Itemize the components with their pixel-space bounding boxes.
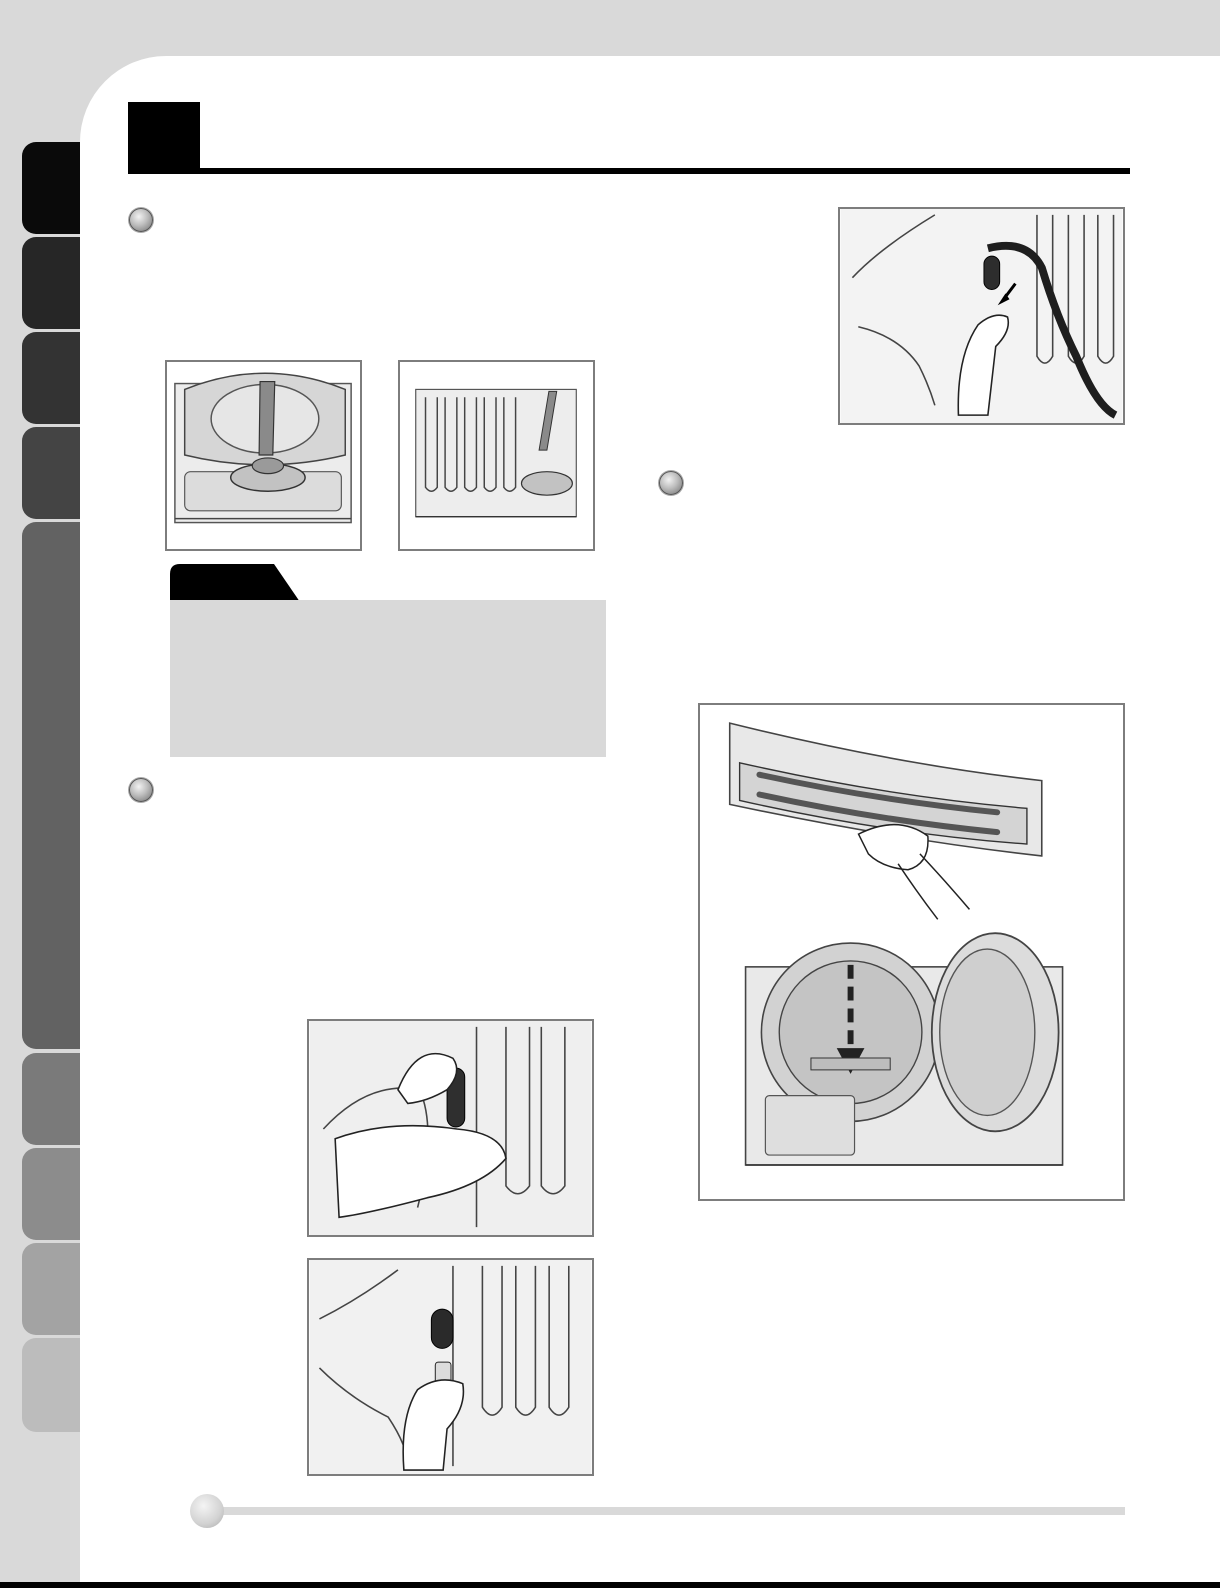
step-bullet-icon bbox=[129, 208, 153, 232]
figure-vacuum-rear bbox=[398, 360, 595, 551]
figure-hose-connect bbox=[838, 207, 1125, 425]
bottom-rule bbox=[0, 1582, 1220, 1588]
note-label-tab bbox=[170, 562, 300, 602]
chapter-tab-8[interactable] bbox=[22, 1243, 80, 1335]
footer-rule bbox=[220, 1507, 1125, 1515]
figure-hose-remove bbox=[307, 1019, 594, 1237]
step-bullet-icon bbox=[129, 778, 153, 802]
figure-sensor-clean bbox=[698, 703, 1125, 1201]
hose-removal-illustration bbox=[309, 1021, 592, 1235]
chapter-tab-7[interactable] bbox=[22, 1148, 80, 1240]
chapter-tab-9[interactable] bbox=[22, 1338, 80, 1432]
chapter-tab-4[interactable] bbox=[22, 427, 80, 519]
figure-hose-cap bbox=[307, 1258, 594, 1476]
header-rule bbox=[200, 168, 1130, 174]
note-box bbox=[170, 600, 606, 757]
chapter-tab-5[interactable] bbox=[22, 522, 80, 1049]
step-bullet-icon bbox=[659, 471, 683, 495]
chapter-tab-6[interactable] bbox=[22, 1053, 80, 1145]
chapter-tab-2[interactable] bbox=[22, 237, 80, 329]
hose-cap-illustration bbox=[309, 1260, 592, 1474]
dryer-rear-vacuum-illustration bbox=[400, 362, 593, 549]
chapter-tab-3[interactable] bbox=[22, 332, 80, 424]
hose-connection-illustration bbox=[840, 209, 1123, 423]
chapter-tab-1[interactable] bbox=[22, 142, 80, 234]
dryer-front-vacuum-illustration bbox=[167, 362, 360, 549]
page-number-dot bbox=[190, 1494, 224, 1528]
section-marker-block bbox=[128, 102, 200, 174]
figure-vacuum-front bbox=[165, 360, 362, 551]
sensor-wipe-and-drum-illustration bbox=[700, 705, 1123, 1199]
